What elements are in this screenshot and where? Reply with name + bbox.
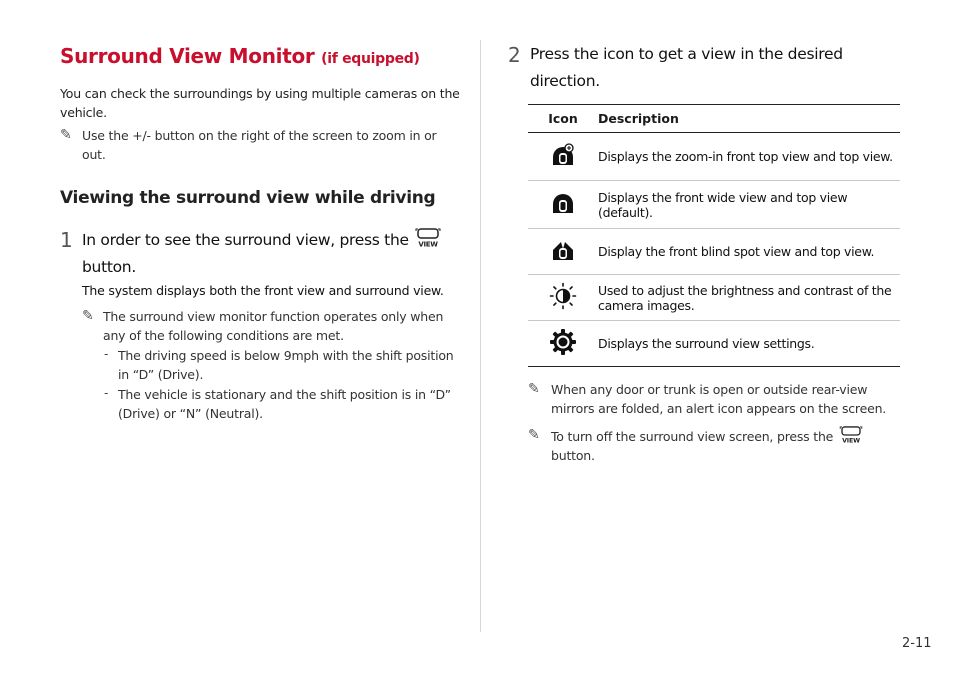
note-pencil-icon: ✎ bbox=[60, 127, 72, 143]
page-title: Surround View Monitor (if equipped) bbox=[60, 44, 420, 68]
step-2-number: 2 bbox=[508, 43, 521, 67]
gear-icon bbox=[549, 328, 577, 356]
step-1-description: The system displays both the front view and surround view. bbox=[82, 283, 444, 298]
condition-item: The vehicle is stationary and the shift position is in “D” (Drive) or “N” (Neutral). bbox=[118, 387, 451, 421]
table-cell-description: Displays the front wide view and top view (default). bbox=[598, 181, 900, 229]
title-subtext: (if equipped) bbox=[321, 51, 420, 67]
view-button-icon bbox=[415, 228, 441, 248]
note-turnoff: To turn off the surround view screen, press the VIEW button. bbox=[551, 426, 900, 465]
table-row bbox=[528, 133, 900, 181]
page-number: 2-11 bbox=[902, 636, 932, 651]
note-pencil-icon: ✎ bbox=[82, 308, 94, 324]
note-zoom: Use the +/- button on the right of the screen to zoom in or out. bbox=[82, 128, 437, 162]
car-front-wide-icon bbox=[549, 189, 577, 217]
table-cell-description: Displays the zoom-in front top view and top view. bbox=[598, 133, 900, 181]
svg-text:VIEW: VIEW bbox=[418, 240, 439, 248]
step-2-text: Press the icon to get a view in the desired direction. bbox=[530, 45, 843, 90]
note-conditions: The surround view monitor function operates only when any of the following conditions are met. bbox=[103, 309, 444, 343]
section-heading: Viewing the surround view while driving bbox=[60, 188, 436, 208]
column-divider bbox=[480, 40, 481, 632]
note-pencil-icon: ✎ bbox=[528, 427, 540, 443]
icon-table bbox=[528, 104, 900, 367]
step-1-text: In order to see the surround view, press the VIEW button. bbox=[82, 227, 460, 281]
car-zoom-in-icon bbox=[549, 141, 577, 169]
table-header-description: Description bbox=[598, 105, 900, 133]
table-cell-description: Display the front blind spot view and top view. bbox=[598, 229, 900, 275]
intro-text: You can check the surroundings by using multiple cameras on the vehicle. bbox=[60, 86, 460, 120]
note-alert: When any door or trunk is open or outside rear-view mirrors are folded, an alert icon appears on the screen. bbox=[551, 382, 887, 416]
condition-item: The driving speed is below 9mph with the shift position in “D” (Drive). bbox=[118, 348, 454, 382]
table-row bbox=[528, 181, 900, 229]
brightness-icon bbox=[549, 282, 577, 310]
table-header-icon: Icon bbox=[528, 105, 598, 133]
step-1-number: 1 bbox=[60, 228, 73, 252]
table-row bbox=[528, 321, 900, 367]
car-blind-spot-icon bbox=[549, 236, 577, 264]
table-row bbox=[528, 275, 900, 321]
table-cell-description: Displays the surround view settings. bbox=[598, 321, 900, 367]
note-pencil-icon: ✎ bbox=[528, 381, 540, 397]
table-row bbox=[528, 229, 900, 275]
bullet-dash: - bbox=[104, 386, 109, 400]
table-cell-description: Used to adjust the brightness and contrast of the camera images. bbox=[598, 275, 900, 321]
view-button-icon bbox=[839, 426, 863, 444]
svg-text:VIEW: VIEW bbox=[842, 437, 860, 444]
bullet-dash: - bbox=[104, 347, 109, 361]
